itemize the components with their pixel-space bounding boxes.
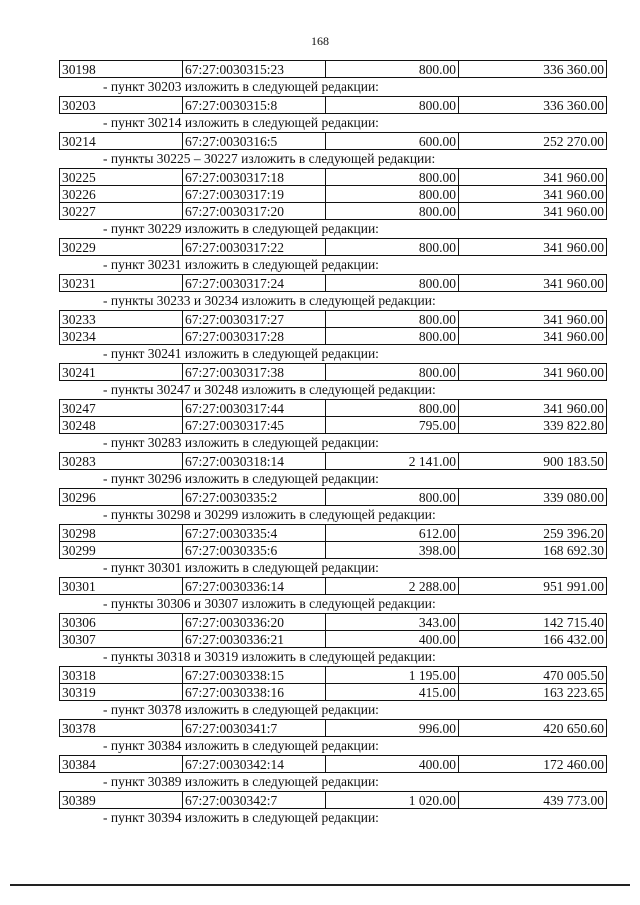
amendment-note: - пункт 30229 изложить в следующей редакции: (103, 221, 379, 236)
entries-table (59, 524, 607, 559)
area-cell: 800.00 (326, 61, 459, 78)
item-number-cell: 30227 (60, 203, 183, 220)
item-number-cell: 30248 (60, 417, 183, 434)
entries-table (59, 132, 607, 150)
entries-table (59, 613, 607, 648)
cadastral-value-cell: 339 080.00 (459, 489, 607, 506)
amendment-note: - пункты 30318 и 30319 изложить в следующей редакции: (103, 649, 436, 664)
cadastral-value-cell: 470 005.50 (459, 667, 607, 684)
cadastral-value-cell: 166 432.00 (459, 631, 607, 648)
cadastral-number-cell: 67:27:0030317:18 (183, 169, 326, 186)
table-row (60, 578, 607, 595)
area-cell: 800.00 (326, 239, 459, 256)
table-row (60, 97, 607, 114)
table-row (60, 133, 607, 150)
cadastral-number-cell: 67:27:0030341:7 (183, 720, 326, 737)
item-number-cell: 30198 (60, 61, 183, 78)
cadastral-value-cell: 339 822.80 (459, 417, 607, 434)
table-row (60, 169, 607, 186)
entries-table (59, 452, 607, 470)
cadastral-number-cell: 67:27:0030317:20 (183, 203, 326, 220)
cadastral-number-cell: 67:27:0030342:14 (183, 756, 326, 773)
item-number-cell: 30226 (60, 186, 183, 203)
table-row (60, 756, 607, 773)
amendment-note: - пункт 30378 изложить в следующей редакции: (103, 702, 379, 717)
cadastral-number-cell: 67:27:0030335:4 (183, 525, 326, 542)
item-number-cell: 30301 (60, 578, 183, 595)
document-body (59, 60, 607, 827)
item-number-cell: 30234 (60, 328, 183, 345)
cadastral-number-cell: 67:27:0030317:38 (183, 364, 326, 381)
entries-table (59, 577, 607, 595)
cadastral-number-cell: 67:27:0030336:20 (183, 614, 326, 631)
item-number-cell: 30306 (60, 614, 183, 631)
area-cell: 800.00 (326, 311, 459, 328)
amendment-note: - пункты 30298 и 30299 изложить в следующей редакции: (103, 507, 436, 522)
amendment-note: - пункт 30394 изложить в следующей редакции: (103, 810, 379, 825)
entries-table (59, 310, 607, 345)
entries-table (59, 399, 607, 434)
area-cell: 600.00 (326, 133, 459, 150)
table-row (60, 328, 607, 345)
cadastral-value-cell: 439 773.00 (459, 792, 607, 809)
cadastral-value-cell: 142 715.40 (459, 614, 607, 631)
amendment-note: - пункт 30214 изложить в следующей редакции: (103, 115, 379, 130)
cadastral-value-cell: 163 223.65 (459, 684, 607, 701)
area-cell: 800.00 (326, 186, 459, 203)
cadastral-number-cell: 67:27:0030336:14 (183, 578, 326, 595)
cadastral-value-cell: 336 360.00 (459, 97, 607, 114)
amendment-note: - пункт 30296 изложить в следующей редакции: (103, 471, 379, 486)
cadastral-number-cell: 67:27:0030317:27 (183, 311, 326, 328)
area-cell: 800.00 (326, 328, 459, 345)
area-cell: 800.00 (326, 489, 459, 506)
amendment-note: - пункт 30203 изложить в следующей редакции: (103, 79, 379, 94)
item-number-cell: 30319 (60, 684, 183, 701)
cadastral-value-cell: 341 960.00 (459, 328, 607, 345)
area-cell: 800.00 (326, 364, 459, 381)
cadastral-number-cell: 67:27:0030338:15 (183, 667, 326, 684)
item-number-cell: 30298 (60, 525, 183, 542)
amendment-note: - пункт 30283 изложить в следующей редакции: (103, 435, 379, 450)
cadastral-value-cell: 336 360.00 (459, 61, 607, 78)
cadastral-value-cell: 341 960.00 (459, 364, 607, 381)
cadastral-value-cell: 341 960.00 (459, 203, 607, 220)
item-number-cell: 30203 (60, 97, 183, 114)
entries-table (59, 168, 607, 220)
cadastral-number-cell: 67:27:0030317:45 (183, 417, 326, 434)
page-number: 168 (311, 34, 329, 48)
cadastral-value-cell: 341 960.00 (459, 311, 607, 328)
table-row (60, 489, 607, 506)
table-row (60, 631, 607, 648)
area-cell: 800.00 (326, 203, 459, 220)
amendment-note: - пункты 30306 и 30307 изложить в следующей редакции: (103, 596, 436, 611)
table-row (60, 400, 607, 417)
table-row (60, 525, 607, 542)
cadastral-number-cell: 67:27:0030318:14 (183, 453, 326, 470)
cadastral-value-cell: 259 396.20 (459, 525, 607, 542)
page-bottom-rule (10, 884, 630, 886)
cadastral-number-cell: 67:27:0030317:19 (183, 186, 326, 203)
entries-table (59, 363, 607, 381)
entries-table (59, 238, 607, 256)
item-number-cell: 30389 (60, 792, 183, 809)
amendment-note: - пункт 30241 изложить в следующей редакции: (103, 346, 379, 361)
cadastral-value-cell: 951 991.00 (459, 578, 607, 595)
table-row (60, 275, 607, 292)
cadastral-value-cell: 900 183.50 (459, 453, 607, 470)
amendment-note: - пункт 30301 изложить в следующей редакции: (103, 560, 379, 575)
table-row (60, 417, 607, 434)
entries-table (59, 488, 607, 506)
table-row (60, 614, 607, 631)
entries-table (59, 96, 607, 114)
item-number-cell: 30214 (60, 133, 183, 150)
entries-table (59, 666, 607, 701)
area-cell: 996.00 (326, 720, 459, 737)
amendment-note: - пункты 30247 и 30248 изложить в следующей редакции: (103, 382, 436, 397)
amendment-note: - пункт 30231 изложить в следующей редакции: (103, 257, 379, 272)
cadastral-value-cell: 341 960.00 (459, 239, 607, 256)
area-cell: 400.00 (326, 756, 459, 773)
amendment-note: - пункт 30384 изложить в следующей редакции: (103, 738, 379, 753)
cadastral-number-cell: 67:27:0030317:28 (183, 328, 326, 345)
area-cell: 400.00 (326, 631, 459, 648)
table-row (60, 239, 607, 256)
area-cell: 800.00 (326, 97, 459, 114)
cadastral-value-cell: 341 960.00 (459, 186, 607, 203)
cadastral-number-cell: 67:27:0030338:16 (183, 684, 326, 701)
area-cell: 2 288.00 (326, 578, 459, 595)
table-row (60, 61, 607, 78)
area-cell: 1 020.00 (326, 792, 459, 809)
item-number-cell: 30225 (60, 169, 183, 186)
amendment-note: - пункт 30389 изложить в следующей редакции: (103, 774, 379, 789)
area-cell: 398.00 (326, 542, 459, 559)
item-number-cell: 30299 (60, 542, 183, 559)
cadastral-number-cell: 67:27:0030316:5 (183, 133, 326, 150)
amendment-note: - пункты 30233 и 30234 изложить в следующей редакции: (103, 293, 436, 308)
table-row (60, 364, 607, 381)
item-number-cell: 30378 (60, 720, 183, 737)
item-number-cell: 30231 (60, 275, 183, 292)
cadastral-value-cell: 420 650.60 (459, 720, 607, 737)
item-number-cell: 30241 (60, 364, 183, 381)
area-cell: 800.00 (326, 169, 459, 186)
table-row (60, 684, 607, 701)
area-cell: 800.00 (326, 275, 459, 292)
cadastral-number-cell: 67:27:0030317:22 (183, 239, 326, 256)
entries-table (59, 791, 607, 809)
cadastral-value-cell: 168 692.30 (459, 542, 607, 559)
cadastral-value-cell: 341 960.00 (459, 275, 607, 292)
area-cell: 2 141.00 (326, 453, 459, 470)
entries-table (59, 274, 607, 292)
area-cell: 415.00 (326, 684, 459, 701)
table-row (60, 453, 607, 470)
entries-table (59, 60, 607, 78)
table-row (60, 667, 607, 684)
item-number-cell: 30384 (60, 756, 183, 773)
table-row (60, 186, 607, 203)
table-row (60, 542, 607, 559)
table-row (60, 792, 607, 809)
table-row (60, 311, 607, 328)
table-row (60, 720, 607, 737)
item-number-cell: 30229 (60, 239, 183, 256)
area-cell: 1 195.00 (326, 667, 459, 684)
item-number-cell: 30247 (60, 400, 183, 417)
cadastral-number-cell: 67:27:0030317:44 (183, 400, 326, 417)
area-cell: 795.00 (326, 417, 459, 434)
table-row (60, 203, 607, 220)
cadastral-number-cell: 67:27:0030342:7 (183, 792, 326, 809)
area-cell: 612.00 (326, 525, 459, 542)
area-cell: 343.00 (326, 614, 459, 631)
entries-table (59, 755, 607, 773)
entries-table (59, 719, 607, 737)
area-cell: 800.00 (326, 400, 459, 417)
cadastral-value-cell: 341 960.00 (459, 169, 607, 186)
cadastral-number-cell: 67:27:0030335:6 (183, 542, 326, 559)
amendment-note: - пункты 30225 – 30227 изложить в следующей редакции: (103, 151, 436, 166)
cadastral-number-cell: 67:27:0030335:2 (183, 489, 326, 506)
cadastral-number-cell: 67:27:0030317:24 (183, 275, 326, 292)
cadastral-number-cell: 67:27:0030315:23 (183, 61, 326, 78)
item-number-cell: 30296 (60, 489, 183, 506)
item-number-cell: 30283 (60, 453, 183, 470)
cadastral-value-cell: 341 960.00 (459, 400, 607, 417)
cadastral-number-cell: 67:27:0030315:8 (183, 97, 326, 114)
item-number-cell: 30233 (60, 311, 183, 328)
item-number-cell: 30318 (60, 667, 183, 684)
cadastral-value-cell: 252 270.00 (459, 133, 607, 150)
cadastral-value-cell: 172 460.00 (459, 756, 607, 773)
cadastral-number-cell: 67:27:0030336:21 (183, 631, 326, 648)
item-number-cell: 30307 (60, 631, 183, 648)
